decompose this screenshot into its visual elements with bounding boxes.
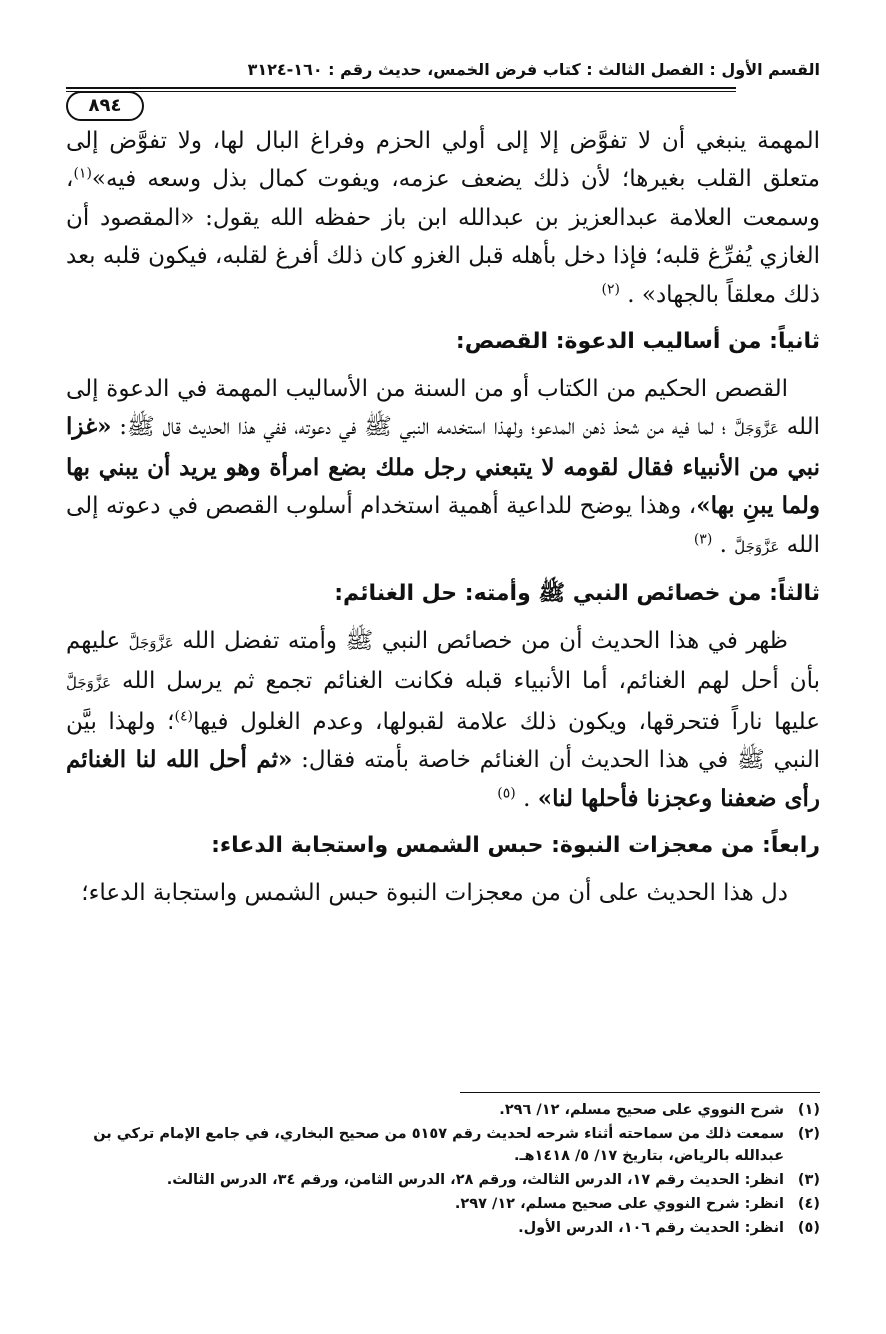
honorific-azza-wa-jall: عَزَّوَجَلَّ xyxy=(128,634,174,653)
p3-text-1: ظهر في هذا الحديث أن من خصائص النبي xyxy=(381,628,788,655)
footnote-number: (٥) xyxy=(797,1220,820,1236)
main-text xyxy=(66,122,820,913)
honorific-azza-wa-jall: عَزَّوَجَلَّ xyxy=(733,420,779,439)
honorific-azza-wa-jall: عَزَّوَجَلَّ xyxy=(734,537,780,556)
footnote-ref-2: (٢) xyxy=(601,280,620,297)
h3-text-2: وأمته: حل الغنائم: xyxy=(334,581,531,607)
footnotes xyxy=(66,1092,820,1241)
paragraph-4: دل هذا الحديث على أن من معجزات النبوة حبس الشمس واستجابة الدعاء؛ xyxy=(81,880,788,907)
footnote-item xyxy=(66,1217,820,1239)
p3-text-7: . xyxy=(523,785,531,812)
p2-text-6: . xyxy=(719,531,727,558)
footnote-ref-4: (٤) xyxy=(174,708,193,725)
p3-text-6: في هذا الحديث أن الغنائم خاصة بأمته فقال: xyxy=(301,747,729,774)
p3-text-5: ؛ ولهذا بيَّن النبي xyxy=(66,708,820,774)
running-header: القسم الأول : الفصل الثالث : كتاب فرض الخمس، حديث رقم : ١٦٠-٣١٢٤ xyxy=(247,60,820,79)
hadith-quote-1: «غزا نبي من الأنبياء فقال لقومه لا يتبعني رجل ملك بضع امرأة وهو يريد أن يبني بها ولما يبنِ بها» xyxy=(66,413,821,520)
honorific-azza-wa-jall: عَزَّوَجَلَّ xyxy=(66,674,112,693)
header-rule xyxy=(66,87,736,92)
page-number: ٨٩٤ xyxy=(66,91,144,121)
footnote-ref-3: (٣) xyxy=(693,531,713,547)
footnote-text: انظر: شرح النووي على صحيح مسلم، ١٢/ ٢٩٧. xyxy=(454,1196,784,1212)
footnote-text: انظر: الحديث رقم ١٠٦، الدرس الأول. xyxy=(518,1220,784,1236)
footnote-ref-1: (١) xyxy=(73,165,92,182)
p1-text-1: المهمة ينبغي أن لا تفوَّض إلا إلى أولي الحزم وفراغ البال لها، ولا تفوَّض إلى متعلق القلب بغيرها؛ لأن ذلك يضعف عزمه، ويفوت كمال بذل وسعه فيه» xyxy=(66,128,820,193)
heading-third xyxy=(66,566,820,622)
honorific-pbuh: ﷺ xyxy=(538,581,566,607)
footnote-item xyxy=(66,1169,820,1191)
hadith-quote-2: «ثم أحل الله لنا الغنائم رأى ضعفنا وعجزنا فأحلها لنا» xyxy=(66,746,820,812)
p1-text-2: ، وسمعت العلامة عبدالعزيز بن عبدالله ابن باز حفظه الله يقول: «المقصود أن الغازي يُفرِّغ قلبه؛ فإذا دخل بأهله قبل الغزو كان ذلك أفرغ لقلبه، فيكون قلبه بعد ذلك معلقاً بالجهاد» . xyxy=(66,166,820,308)
footnote-number: (١) xyxy=(797,1102,820,1118)
footnote-text: سمعت ذلك من سماحته أثناء شرحه لحديث رقم ٥١٥٧ من صحيح البخاري، في جامع الإمام تركي بن عبدالله بالرياض، بتاريخ ١٧/ ٥/ ١٤١٨هـ. xyxy=(93,1126,784,1164)
footnote-item xyxy=(66,1123,820,1167)
paragraph-3 xyxy=(66,622,820,818)
p2-text-5: ، وهذا يوضح للداعية أهمية استخدام أسلوب القصص في دعوته إلى الله xyxy=(66,493,820,558)
footnote-ref-5: (٥) xyxy=(497,785,516,802)
footnote-text: انظر: الحديث رقم ١٧، الدرس الثالث، ورقم ٢٨، الدرس الثامن، ورقم ٣٤، الدرس الثالث. xyxy=(166,1172,784,1188)
p2-text-4: : xyxy=(119,414,127,441)
p2-text-3: في دعوته، ففي هذا الحديث قال xyxy=(162,414,357,441)
footnote-number: (٣) xyxy=(797,1172,820,1188)
p3-text-2: وأمته تفضل الله xyxy=(182,628,338,655)
p2-text-1: القصص الحكيم من الكتاب أو من السنة من الأساليب المهمة في الدعوة إلى الله xyxy=(66,376,821,441)
honorific-pbuh: ﷺ xyxy=(364,414,392,441)
footnote-number: (٢) xyxy=(797,1126,820,1142)
honorific-pbuh: ﷺ xyxy=(345,628,374,655)
footnote-item xyxy=(66,1099,820,1121)
p3-text-4: عليها ناراً فتحرقها، ويكون ذلك علامة لقبولها، وعدم الغلول فيها xyxy=(192,708,820,735)
p3-text-3: عليهم بأن أحل لهم الغنائم، أما الأنبياء قبله فكانت الغنائم تجمع ثم يرسل الله xyxy=(66,628,820,695)
paragraph-1 xyxy=(66,122,820,314)
footnote-item xyxy=(66,1193,820,1215)
p2-text-2: ؛ لما فيه من شحذ ذهن المدعو؛ ولهذا استخدمه النبي xyxy=(399,414,727,441)
heading-fourth: رابعاً: من معجزات النبوة: حبس الشمس واستجابة الدعاء: xyxy=(211,833,820,859)
honorific-pbuh: ﷺ xyxy=(736,747,765,774)
honorific-pbuh: ﷺ xyxy=(126,414,155,441)
footnote-text: شرح النووي على صحيح مسلم، ١٢/ ٢٩٦. xyxy=(499,1102,784,1118)
paragraph-2 xyxy=(66,370,820,566)
footnote-rule xyxy=(460,1092,820,1093)
heading-second: ثانياً: من أساليب الدعوة: القصص: xyxy=(455,329,820,355)
h3-text-1: ثالثاً: من خصائص النبي xyxy=(572,581,820,607)
footnote-number: (٤) xyxy=(797,1196,820,1212)
